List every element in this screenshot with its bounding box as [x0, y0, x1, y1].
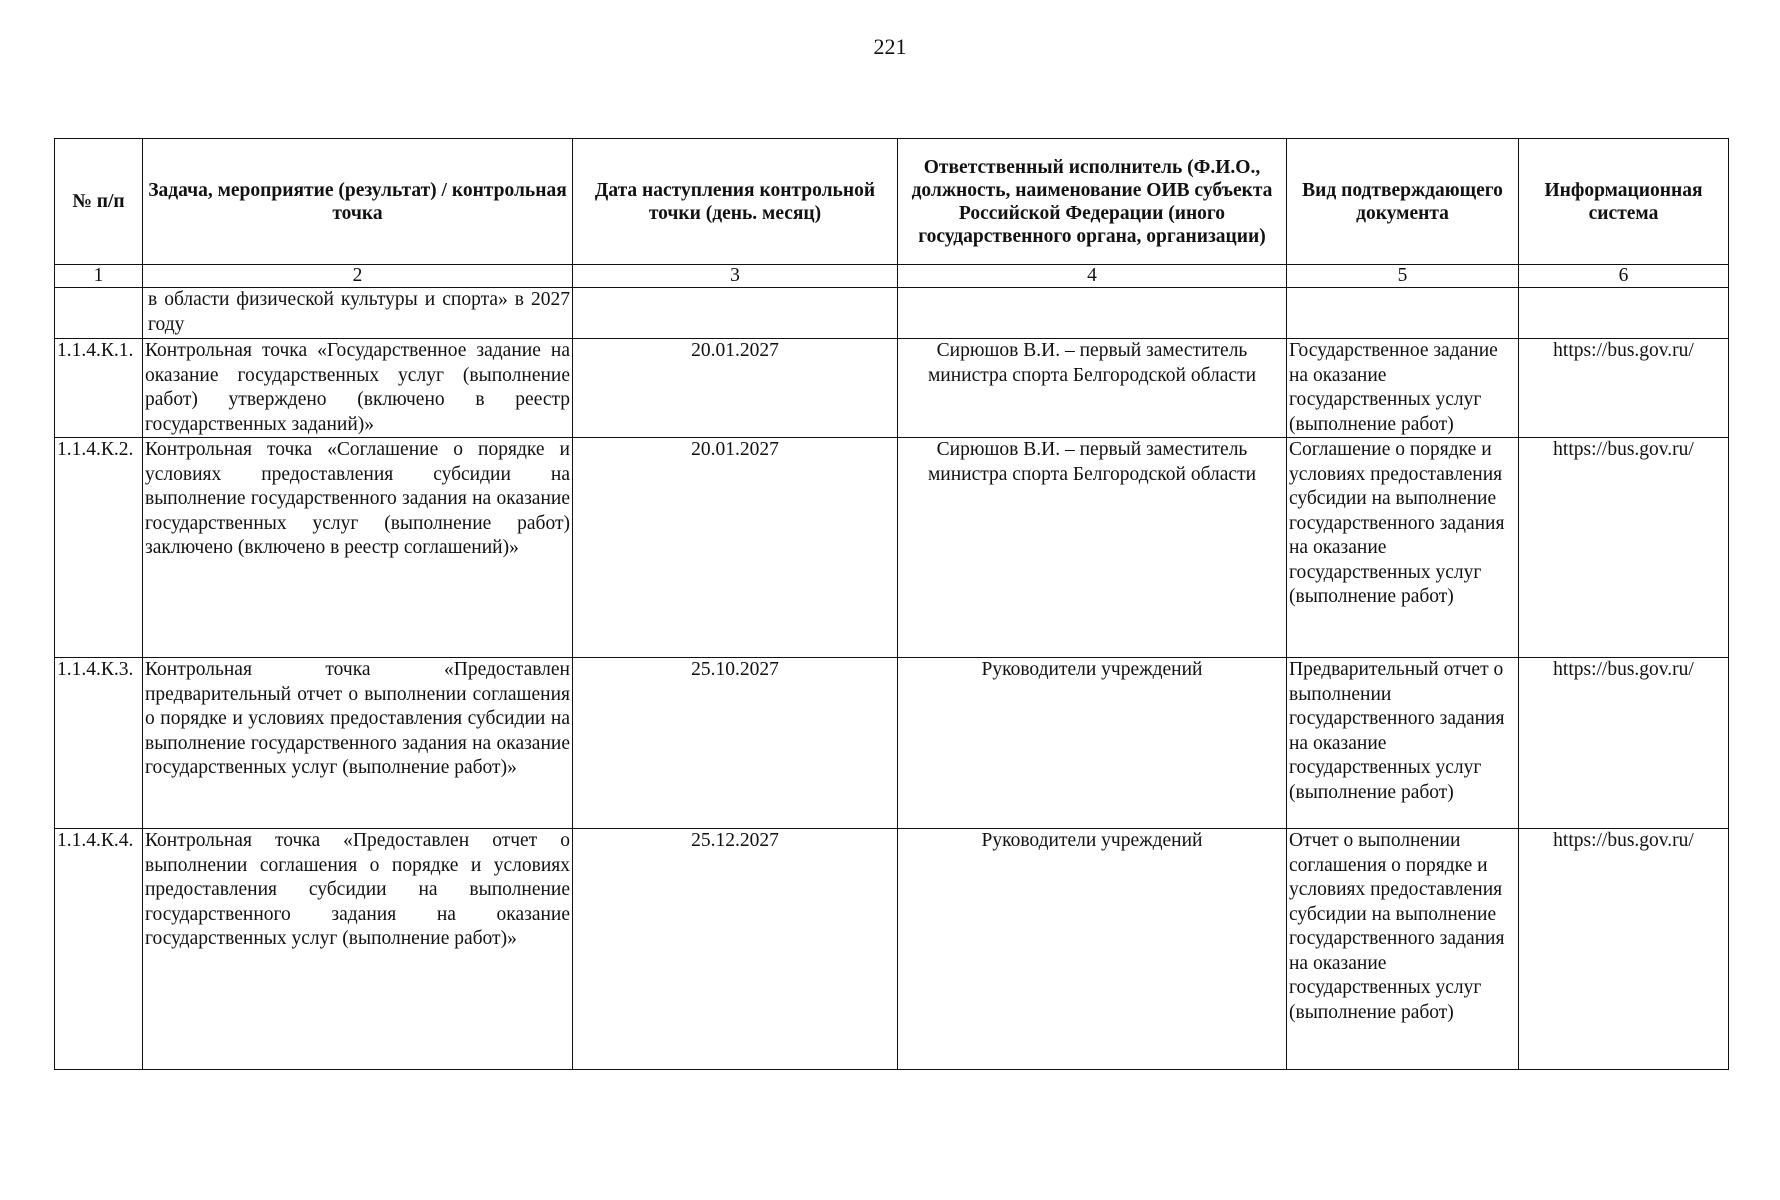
cell-system	[1519, 288, 1729, 339]
cell-responsible: Сирюшов В.И. – первый заместитель министра спорта Белгородской области	[898, 339, 1287, 438]
cell-task: в области физической культуры и спорта» в 2027 году	[143, 288, 573, 339]
cell-system: https://bus.gov.ru/	[1519, 829, 1729, 1070]
cell-responsible: Руководители учреждений	[898, 829, 1287, 1070]
cell-system: https://bus.gov.ru/	[1519, 438, 1729, 658]
cell-responsible: Руководители учреждений	[898, 658, 1287, 829]
cell-task: Контрольная точка «Государственное задание на оказание государственных услуг (выполнение работ) утверждено (включено в реестр государственных заданий)»	[143, 339, 573, 438]
cell-document: Отчет о выполнении соглашения о порядке и условиях предоставления субсидии на выполнение государственного задания на оказание государственных услуг (выполнение работ)	[1287, 829, 1519, 1070]
table-row	[55, 339, 1729, 438]
table-row	[55, 658, 1729, 829]
cell-task: Контрольная точка «Соглашение о порядке и условиях предоставления субсидии на выполнение государственного задания на оказание государственных услуг (выполнение работ) заключено (включено в реестр соглашений)»	[143, 438, 573, 658]
table-row	[55, 829, 1729, 1070]
cell-responsible: Сирюшов В.И. – первый заместитель министра спорта Белгородской области	[898, 438, 1287, 658]
column-numbers-row	[55, 265, 1729, 288]
cell-date: 25.10.2027	[573, 658, 898, 829]
cell-system: https://bus.gov.ru/	[1519, 339, 1729, 438]
cell-number: 1.1.4.К.1.	[55, 339, 143, 438]
control-points-table	[54, 138, 1729, 1070]
cell-number: 1.1.4.К.4.	[55, 829, 143, 1070]
column-number: 1	[55, 265, 143, 288]
cell-number: 1.1.4.К.2.	[55, 438, 143, 658]
cell-system: https://bus.gov.ru/	[1519, 658, 1729, 829]
cell-number	[55, 288, 143, 339]
cell-date: 25.12.2027	[573, 829, 898, 1070]
cell-task: Контрольная точка «Предоставлен предварительный отчет о выполнении соглашения о порядке и условиях предоставления субсидии на выполнение государственного задания на оказание государственных услуг (выполнение работ)»	[143, 658, 573, 829]
table-row-continuation	[55, 288, 1729, 339]
cell-date: 20.01.2027	[573, 339, 898, 438]
column-number: 5	[1287, 265, 1519, 288]
column-number: 2	[143, 265, 573, 288]
page-number: 221	[873, 34, 907, 59]
cell-date	[573, 288, 898, 339]
header-number: № п/п	[55, 139, 143, 265]
cell-responsible	[898, 288, 1287, 339]
cell-document	[1287, 288, 1519, 339]
table-header-row	[55, 139, 1729, 265]
cell-document: Предварительный отчет о выполнении государственного задания на оказание государственных услуг (выполнение работ)	[1287, 658, 1519, 829]
column-number: 3	[573, 265, 898, 288]
header-task: Задача, мероприятие (результат) / контрольная точка	[143, 139, 573, 265]
header-date: Дата наступления контрольной точки (день. месяц)	[573, 139, 898, 265]
header-document: Вид подтверждающего документа	[1287, 139, 1519, 265]
table-row	[55, 438, 1729, 658]
header-system: Информационная система	[1519, 139, 1729, 265]
column-number: 4	[898, 265, 1287, 288]
cell-document: Государственное задание на оказание государственных услуг (выполнение работ)	[1287, 339, 1519, 438]
cell-document: Соглашение о порядке и условиях предоставления субсидии на выполнение государственного задания на оказание государственных услуг (выполнение работ)	[1287, 438, 1519, 658]
header-responsible: Ответственный исполнитель (Ф.И.О., должность, наименование ОИВ субъекта Российской Федерации (иного государственного органа, организации)	[898, 139, 1287, 265]
cell-date: 20.01.2027	[573, 438, 898, 658]
cell-task: Контрольная точка «Предоставлен отчет о выполнении соглашения о порядке и условиях предоставления субсидии на выполнение государственного задания на оказание государственных услуг (выполнение работ)»	[143, 829, 573, 1070]
column-number: 6	[1519, 265, 1729, 288]
cell-number: 1.1.4.К.3.	[55, 658, 143, 829]
